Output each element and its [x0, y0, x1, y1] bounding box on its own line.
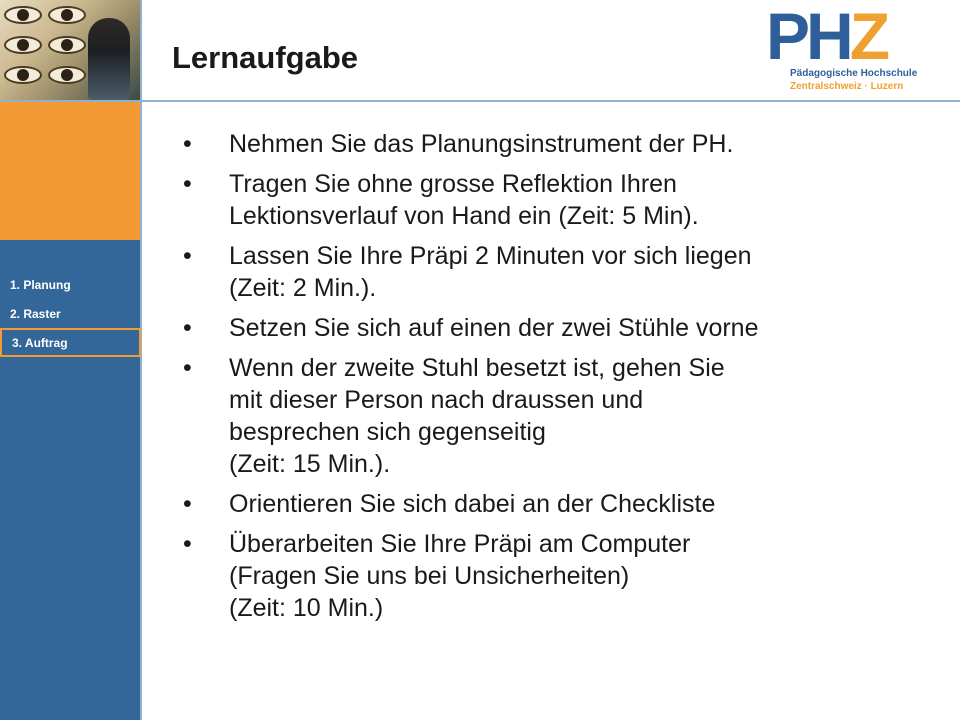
eye-image [4, 66, 42, 84]
list-item [175, 352, 955, 480]
bullet-icon: • [183, 354, 192, 382]
task-list [175, 128, 955, 632]
sidebar-accent [0, 102, 140, 240]
list-item [175, 488, 955, 520]
bullet-icon: • [183, 170, 192, 198]
list-item-text: Wenn der zweite Stuhl besetzt ist, gehen Sie mit dieser Person nach draussen und besprechen sich gegenseitig (Zeit: 15 Min.). [229, 354, 725, 478]
list-item-text: Tragen Sie ohne grosse Reflektion Ihren Lektionsverlauf von Hand ein (Zeit: 5 Min). [229, 170, 699, 230]
bullet-icon: • [183, 130, 192, 158]
list-item-text: Überarbeiten Sie Ihre Präpi am Computer (Fragen Sie uns bei Unsicherheiten) (Zeit: 10 Min.) [229, 530, 691, 622]
bullet-icon: • [183, 530, 192, 558]
person-figure [88, 18, 130, 100]
eye-image [48, 6, 86, 24]
logo-subtitle-1: Pädagogische Hochschule [790, 68, 918, 79]
nav-item-auftrag[interactable]: 3. Auftrag [0, 328, 141, 357]
phz-logo [760, 0, 960, 100]
header-photo [0, 0, 140, 100]
page-title: Lernaufgabe [172, 40, 359, 75]
list-item-text: Orientieren Sie sich dabei an der Checkliste [229, 490, 716, 518]
eye-image [48, 36, 86, 54]
nav-item-planung[interactable]: 1. Planung [10, 277, 71, 292]
eyes-row-middle [4, 36, 86, 54]
list-item [175, 240, 955, 304]
eye-image [4, 6, 42, 24]
eye-image [4, 36, 42, 54]
nav-item-raster[interactable]: 2. Raster [10, 306, 61, 321]
eyes-row-top [4, 6, 86, 24]
list-item-text: Nehmen Sie das Planungsinstrument der PH. [229, 130, 734, 158]
bullet-icon: • [183, 314, 192, 342]
eyes-row-bottom [4, 66, 86, 84]
logo-subtitle-2: Zentralschweiz · Luzern [790, 81, 904, 92]
logo-mark: PHZ [766, 0, 887, 73]
sidebar-divider [140, 0, 142, 720]
list-item-text: Lassen Sie Ihre Präpi 2 Minuten vor sich liegen (Zeit: 2 Min.). [229, 242, 752, 302]
list-item [175, 312, 955, 344]
bullet-icon: • [183, 242, 192, 270]
bullet-icon: • [183, 490, 192, 518]
list-item-text: Setzen Sie sich auf einen der zwei Stühle vorne [229, 314, 759, 342]
header-divider [0, 100, 960, 102]
list-item [175, 128, 955, 160]
list-item [175, 168, 955, 232]
list-item [175, 528, 955, 624]
eye-image [48, 66, 86, 84]
slide-navigation [0, 270, 140, 357]
